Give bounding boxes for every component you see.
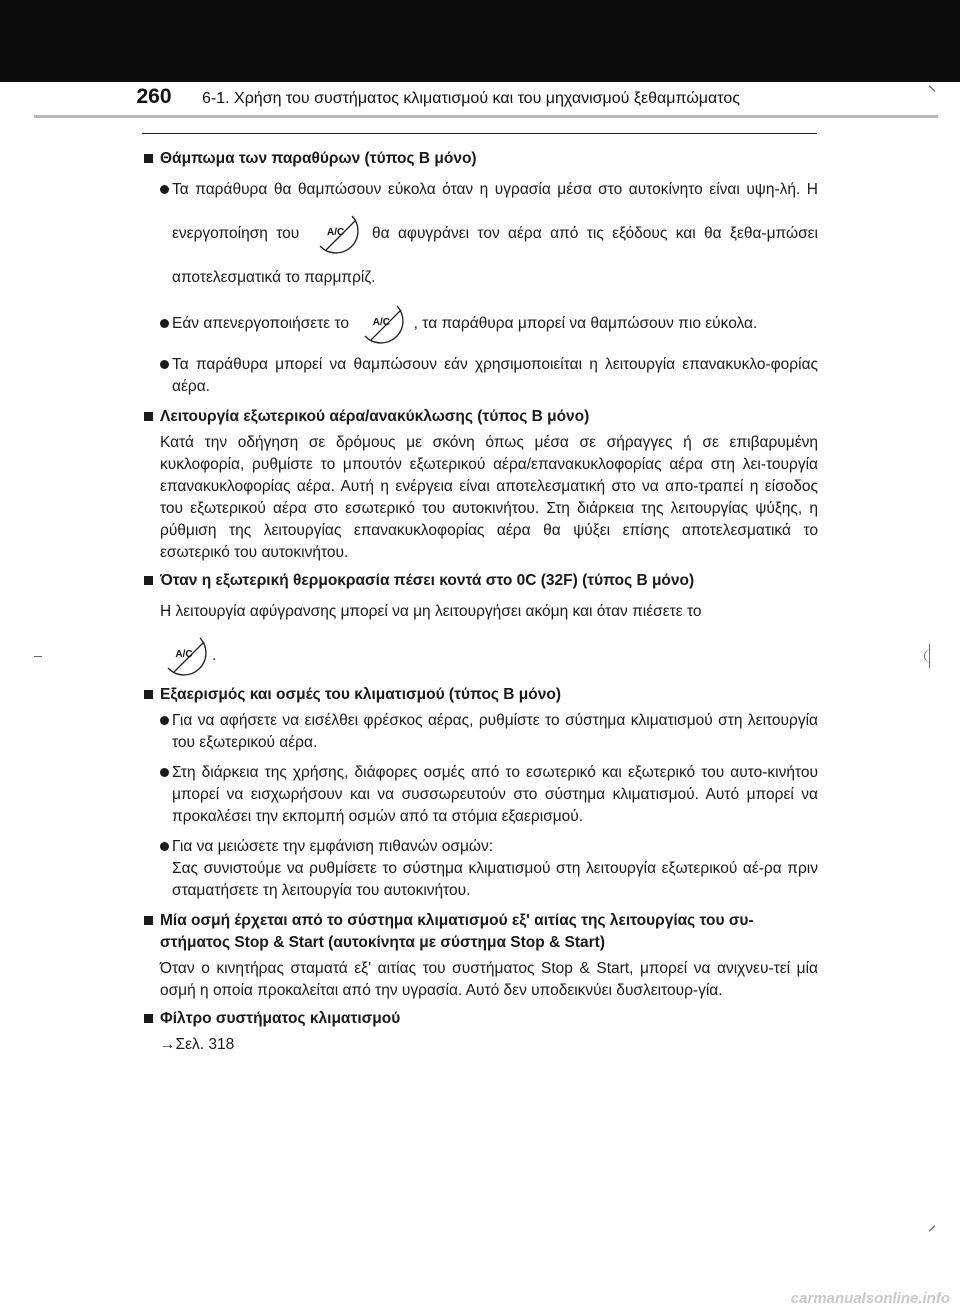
paragraph: Όταν ο κινητήρας σταματά εξ' αιτίας του συστήματος Stop & Start, μπορεί να ανιχνευ-τεί μία οσμή η οποία προκαλείται από την υγρασία. Αυτό δεν υποδεικνύει δυσλειτουρ-γία. [160, 960, 818, 999]
section-heading-low-temperature: Όταν η εξωτερική θερμοκρασία πέσει κοντά στο 0C (32F) (τύπος B μόνο) [142, 570, 818, 592]
page-number: 260 [136, 85, 172, 108]
section-heading-fogging: Θάμπωμα των παραθύρων (τύπος B μόνο) [142, 148, 818, 170]
crop-mark-bottom-right [929, 1225, 935, 1231]
ac-button-icon: A/C [357, 304, 405, 344]
section-heading-stop-start-odor: Μία οσμή έρχεται από το σύστημα κλιματισμού εξ' αιτίας της λειτουργίας του συ-στήματος Stop & Start (αυτοκίνητα με σύστημα Stop & Start) [142, 910, 818, 954]
paragraph: Η λειτουργία αφύγρανσης μπορεί να μη λειτουργήσει ακόμη και όταν πιέσετε το A/C . [142, 590, 818, 678]
round-bullet-icon [160, 768, 169, 777]
round-bullet-icon [160, 842, 169, 851]
registration-mark-icon [920, 646, 940, 666]
list-item: Για να μειώσετε την εμφάνιση πιθανών οσμών: Σας συνιστούμε να ρυθμίσετε το σύστημα κλιματισμού στη λειτουργία εξωτερικού αέ-ρα πριν σταματήσετε τη λειτουργία του αυτοκινήτου. [142, 836, 818, 902]
section-heading-recirculation: Λειτουργία εξωτερικού αέρα/ανακύκλωσης (τύπος B μόνο) [142, 406, 818, 428]
paragraph: Κατά την οδήγηση σε δρόμους με σκόνη όπως μέσα σε σήραγγες ή σε επιβαρυμένη κυκλοφορία, ρυθμίστε το μπουτόν εξωτερικού αέρα/επανακυκλοφορίας αέρα στη λει-τουργία επανακυκλοφορίας αέρα. Αυτή η ενέργεια είναι αποτελεσματική στο να απο-τραπεί η είσοδος του εξωτερικού αέρα στο εσωτερικό του αυτοκινήτου. Στη διάρκεια της λειτουργίας ψύξης, η ρύθμιση της λειτουργίας επανακυκλοφορίας αέρα θα ψύξει επίσης αποτελεσματικά το εσωτερικό του αυτοκινήτου. [160, 434, 818, 561]
square-bullet-icon [144, 1014, 153, 1023]
page-title: 6-1. Χρήση του συστήματος κλιματισμού και του μηχανισμού ξεθαμπώματος [202, 90, 740, 107]
round-bullet-icon [160, 185, 169, 194]
list-item: Τα παράθυρα θα θαμπώσουν εύκολα όταν η υγρασία μέσα στο αυτοκίνητο είναι υψη-λή. Η ενεργοποίηση του A/C θα αφυγράνει τον αέρα από τις εξόδους και θα ξεθα-μπώσει αποτελεσματικά το παρμπρίζ. [142, 168, 818, 300]
watermark-text: carmanualsonline.info [790, 1290, 950, 1307]
square-bullet-icon [144, 154, 153, 163]
list-item: Για να αφήσετε να εισέλθει φρέσκος αέρας, ρυθμίστε το σύστημα κλιματισμού στη λειτουργία του εξωτερικού αέρα. [142, 710, 818, 754]
list-item: Εάν απενεργοποιήσετε το A/C , τα παράθυρα μπορεί να θαμπώσουν πιο εύκολα. [142, 302, 818, 346]
page-header [0, 82, 960, 118]
ac-button-icon: A/C [160, 636, 208, 676]
square-bullet-icon [144, 916, 153, 925]
header-divider [34, 115, 938, 118]
square-bullet-icon [144, 690, 153, 699]
top-black-bar [0, 0, 960, 82]
main-content [142, 142, 818, 1062]
round-bullet-icon [160, 360, 169, 369]
round-bullet-icon [160, 716, 169, 725]
list-item: Τα παράθυρα μπορεί να θαμπώσουν εάν χρησιμοποιείται η λειτουργία επανακυκλο-φορίας αέρα. [142, 354, 818, 398]
ac-button-icon: A/C [312, 214, 360, 254]
page-reference-link[interactable]: →Σελ. 318 [160, 1036, 235, 1053]
square-bullet-icon [144, 412, 153, 421]
section-heading-ventilation-odors: Εξαερισμός και οσμές του κλιματισμού (τύπος B μόνο) [142, 684, 818, 706]
round-bullet-icon [160, 319, 169, 328]
crop-mark-left [34, 656, 42, 657]
section-heading-filter: Φίλτρο συστήματος κλιματισμού [142, 1008, 818, 1030]
section-divider [142, 133, 817, 134]
square-bullet-icon [144, 576, 153, 585]
list-item: Στη διάρκεια της χρήσης, διάφορες οσμές από το εσωτερικό και εξωτερικό του αυτο-κινήτου μπορεί να εισχωρήσουν και να συσσωρευτούν στο σύστημα κλιματισμού. Αυτό μπορεί να προκαλέσει την εκπομπή οσμών από τα στόμια εξαερισμού. [142, 762, 818, 828]
